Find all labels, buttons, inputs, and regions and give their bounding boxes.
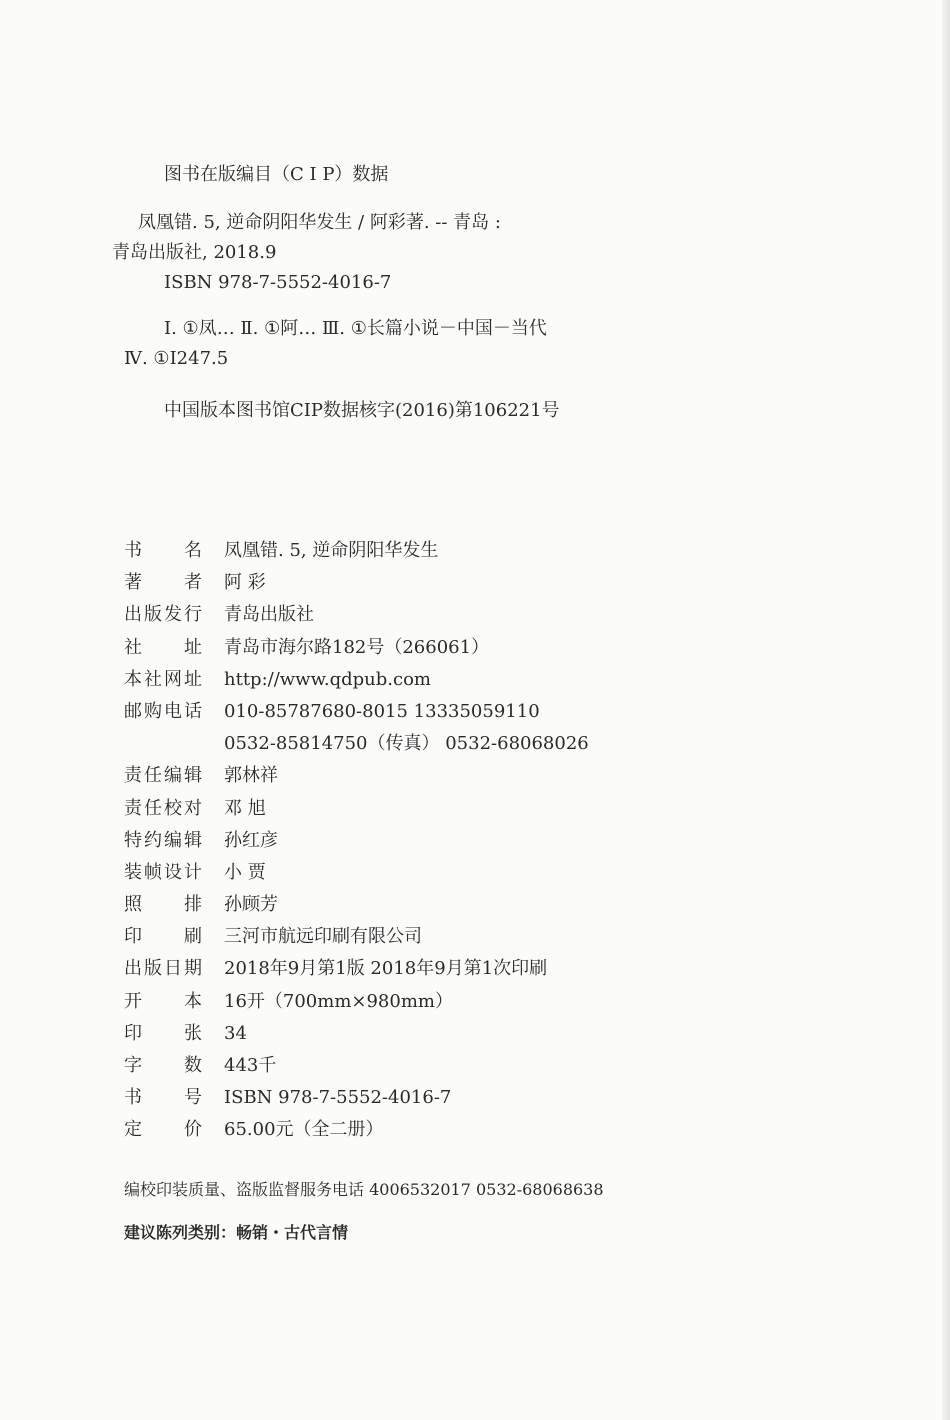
info-value: 孙顾芳 <box>224 894 278 916</box>
info-value: 凤凰错. 5, 逆命阴阳华发生 <box>224 540 439 561</box>
info-label: 出 版 发 行 <box>124 604 202 626</box>
info-label: 责 任 校 对 <box>124 797 202 819</box>
cip-title: 图书在版编目（C I P）数据 <box>164 164 389 185</box>
page-edge <box>942 0 950 1420</box>
info-value: 443千 <box>224 1055 277 1076</box>
info-value: 65.00元（全二册） <box>224 1119 384 1141</box>
info-label: 开 本 <box>124 990 202 1012</box>
info-label: 特 约 编 辑 <box>124 829 202 851</box>
info-label: 出 版 日 期 <box>124 958 202 980</box>
cip-classification-line2: Ⅳ. ①I247.5 <box>124 348 229 369</box>
info-label: 社 址 <box>124 636 202 658</box>
info-value: 三河市航远印刷有限公司 <box>224 926 422 948</box>
info-value: ISBN 978-7-5552-4016-7 <box>224 1087 452 1109</box>
info-label: 照 排 <box>124 894 202 916</box>
info-label: 印 张 <box>124 1022 202 1044</box>
info-label: 字 数 <box>124 1055 202 1076</box>
info-value: 16开（700mm×980mm） <box>224 990 453 1012</box>
info-value: 小 贾 <box>224 861 266 883</box>
info-label: 著 者 <box>124 572 202 594</box>
info-value: 2018年9月第1版 2018年9月第1次印刷 <box>224 958 548 980</box>
cip-isbn: ISBN 978-7-5552-4016-7 <box>164 272 392 293</box>
display-category: 建议陈列类别：畅销・古代言情 <box>124 1223 349 1242</box>
cip-record-number: 中国版本图书馆CIP数据核字(2016)第106221号 <box>164 400 560 421</box>
info-value: 34 <box>224 1022 247 1044</box>
cip-classification-line1: Ⅰ. ①凤… Ⅱ. ①阿… Ⅲ. ①长篇小说－中国－当代 <box>164 318 547 339</box>
info-label: 装 帧 设 计 <box>124 861 202 883</box>
info-label: 印 刷 <box>124 926 202 948</box>
info-value: 邓 旭 <box>224 797 266 819</box>
info-value: 0532-85814750（传真） 0532-68068026 <box>224 733 589 755</box>
info-value: http://www.qdpub.com <box>224 668 431 690</box>
info-label: 书 名 <box>124 540 202 561</box>
info-value: 青岛出版社 <box>224 604 314 626</box>
info-value: 010-85787680-8015 13335059110 <box>224 700 540 722</box>
info-value: 青岛市海尔路182号（266061） <box>224 636 490 658</box>
info-value: 阿 彩 <box>224 572 266 594</box>
info-label: 责 任 编 辑 <box>124 765 202 787</box>
cip-entry-line1: 凤凰错. 5, 逆命阴阳华发生 / 阿彩著. -- 青岛 : <box>138 212 501 233</box>
info-value: 孙红彦 <box>224 829 278 851</box>
info-value: 郭林祥 <box>224 765 278 787</box>
info-label: 定 价 <box>124 1119 202 1141</box>
info-label: 本 社 网 址 <box>124 668 202 690</box>
quality-hotline: 编校印装质量、盗版监督服务电话 4006532017 0532-68068638 <box>124 1180 604 1199</box>
info-label: 邮 购 电 话 <box>124 700 202 722</box>
info-label: 书 号 <box>124 1087 202 1109</box>
cip-entry-line2: 青岛出版社, 2018.9 <box>112 242 277 263</box>
